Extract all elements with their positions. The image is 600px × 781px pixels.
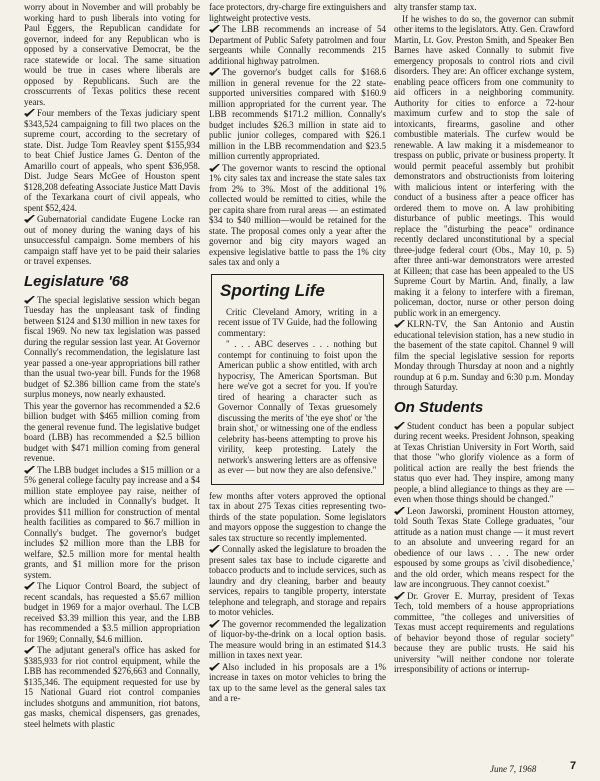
checkmark-bullet-icon (24, 109, 35, 117)
checkmark-bullet-icon (209, 545, 220, 553)
paragraph: The governor's budget calls for $168.6 million in general revenue for the 22 state-supported universities compared with $160.9 million appropriated for the current year. The LBB recommends $171.2 million. Connally's budget includes $26.3 million in state aid to public junior colleges, compared with $26.1 million in the LBB recommendation and $23.5 million currently appropriated. (209, 67, 386, 161)
paragraph: The LBB budget includes a $15 million or a 5% general college faculty pay increase and a $4 million state employee pay raise, neither of which are included in Connally's budget. It provides $11 million for construction of mental health facilities as compared to $6.7 million in Connally's budget. The governor's budget includes $2 million more than the LBB for welfare, $2.5 million more for mental health grants, and $1 million more for the prison system. (24, 464, 200, 580)
checkmark-bullet-icon (394, 592, 405, 600)
paragraph: The adjutant general's office has asked for $385,933 for riot control equipment, while the LBB has recommended $276,663 and Connally, $135,346. The equipment requested for use by 15 National Guard riot control companies includes shotguns and ammunition, riot batons, gas masks, chemical dispensers, gas grenades, steel helmets with plastic (24, 645, 200, 729)
box-title: Sporting Life (220, 280, 325, 300)
checkmark-bullet-icon (24, 646, 35, 654)
paragraph: This year the governor has recommended a $2.6 billion budget with $465 million coming from the general revenue fund. The legislative budget board (LBB) has recommended a $2.5 billion budget with $471 million coming from general revenue. (24, 400, 200, 463)
page-number: 7 (570, 760, 577, 772)
checkmark-bullet-icon (209, 25, 220, 33)
column-1 (24, 2, 200, 729)
sidebar-box-sporting-life (211, 274, 384, 485)
paragraph: The Liquor Control Board, the subject of recent scandals, has requested a $5.67 million budget in 1969 for a major overhaul. The LCB received $3.39 million this year, and the LBB has recommended a $3.5 million appropriation for 1969; Connally, $4.6 million. (24, 581, 200, 644)
paragraph: face protectors, dry-charge fire extinguishers and lightweight protective vests. (209, 2, 386, 23)
paragraph: alty transfer stamp tax. (394, 2, 477, 12)
checkmark-bullet-icon (24, 296, 35, 304)
paragraph: KLRN-TV, the San Antonio and Austin educational television station, has a new studio in the basement of the state capitol. Channel 9 will film the special legislative session for reports Monday through Thursday at noon and a nightly roundup at 6 p.m. Sunday and 6:30 p.m. Monday through Saturday. (394, 319, 574, 392)
checkmark-bullet-icon (24, 466, 35, 474)
paragraph: Connally asked the legislature to broaden the present sales tax base to include cigarette and tobacco products and to include services, such as laundry and dry cleaning, barber and beauty services, repairs to tangible property, interstate telephone and telegraph, and storage and repairs to motor vehicles. (209, 544, 386, 617)
paragraph: Leon Jaworski, prominent Houston attorney, told South Texas State College graduates, "our attitude as a nation must change — it must revert to an absolute and unveering regard for an obedience of our laws . . . The new order espoused by some groups as 'civil disobedience,' and the old order, which means respect for the law are incongruous. They cannot coexist." (394, 505, 574, 589)
checkmark-bullet-icon (209, 164, 220, 172)
checkmark-bullet-icon (394, 507, 405, 515)
paragraph: If he wishes to do so, the governor can submit other items to the legislators. Atty. Gen. Crawford Martin, Lt. Gov. Preston Smith, and Speaker Ben Barnes have asked Connally to submit five emergency proposals to control riots and civil disorders. They are: An officer exchange system, enabling peace officers from one community to aid officers in a neighboring community. Authority for cities to enforce a 72-hour maximum curfew and to stop the sale of intoxicants, firearms, gasoline and other combustible materials. The curfew would be renewable. A law making it a misdemeanor to trespass on public, private or business property. It would permit peaceful assembly but prohibit demonstrators and obstructionists from loitering with malicious intent or interfering with the conduct of a business after a peace officer has ordered them to move on. A law prohibiting disturbance of public meetings. This would replace the "disturbing the peace" ordinance recently declared unconstitutional by a special three-judge federal court (Obs., May 10, p. 5) after three anti-war demonstrators were arrested at Killeen; that case has been appealed to the US Supreme Court by Martin. And, finally, a law making it a felony to interfere with a fireman, policeman, doctor, nurse or other person doing public work in an emergency. (394, 13, 574, 318)
checkmark-bullet-icon (24, 582, 35, 590)
paragraph: Dr. Grover E. Murray, president of Texas Tech, told members of a house appropriations committee, "the colleges and universities of Texas must accept requirements and regulations of behavior beyond those of regular society" because they are public trusts. He said his university "will neither condone nor tolerate irresponsibility of actions or interrup- (394, 590, 574, 674)
checkmark-bullet-icon (209, 620, 220, 628)
column-3 (394, 2, 574, 675)
checkmark-bullet-icon (209, 68, 220, 76)
column-2 (209, 2, 386, 704)
checkmark-bullet-icon (394, 422, 405, 430)
paragraph: The governor wants to rescind the optional 1% city sales tax and increase the state sales tax from 2% to 3%. Most of the additional 1% collected would be remitted to cities, while the per capita share from rural areas — an estimated $34 to $40 million—would be retained for the state. The proposal comes only a year after the governor and big city mayors waged an expensive legislative battle to pass the 1% city sales tax and only a (209, 162, 386, 267)
paragraph: Also included in his proposals are a 1% increase in taxes on motor vehicles to bring the tax up to the same level as the general sales tax and a re- (209, 661, 386, 703)
paragraph: Gubernatorial candidate Eugene Locke ran out of money during the waning days of his unsuccessful campaign. Some members of his campaign staff have yet to be paid their salaries or travel expenses. (24, 214, 200, 266)
checkmark-bullet-icon (394, 320, 405, 328)
checkmark-bullet-icon (209, 663, 220, 671)
paragraph: worry about in November and will probably be working hard to push liberals into voting for Paul Eggers, the Republican candidate for governor, indeed for any Republican who is opposed by a conservative Democrat, be the race statewide or local. The same situation would be true in cases where liberals are opposed by Republicans. Such are the crosscurrents of Texas politics these recent years. (24, 2, 200, 107)
paragraph: The LBB recommends an increase of 54 Department of Public Safety patrolmen and four sergeants while Connally recommends 215 additional highway patrolmen. (209, 24, 386, 66)
paragraph: Four members of the Texas judiciary spent $343,524 campaigning to fill two places on the supreme court, according to the secretary of state. Dist. Judge Tom Reavley spent $155,934 to beat Chief Justice James G. Denton of the Amarillo court of appeals, who spent $36,958. Dist. Judge Sears McGee of Houston spent $128,208 defeating Associate Justice Matt Davis of the Texarkana court of civil appeals, who spent $52,424. (24, 108, 200, 213)
paragraph: Student conduct has been a popular subject during recent weeks. President Johnson, speaking at Texas Christian University in Fort Worth, said that those "who glorify violence as a form of political action are really the best friends the status quo ever had. They inspire, among many people, a blind allegiance to things as they are — even when those things should be changed." (394, 420, 574, 504)
box-paragraph: " . . . ABC deserves . . . nothing but contempt for continuing to foist upon the American public a show entitled, with arch hypocrisy, The American Sportsman. But here we've got a secret for you. If you're tired of hearing a character such as Governor Connally of Texas gruesomely discussing the merits of 'the eye shot' or 'the brain shot,' or witnessing one of the endless celebrity has-beens attempting to prove his virility, keep protesting. Lately the network's answering letters are as offensive as ever — but now they are also defensive." (218, 339, 377, 475)
issue-date: June 7, 1968 (490, 764, 537, 774)
paragraph: The special legislative session which began Tuesday has the unpleasant task of finding between $124 and $130 million in new taxes for fiscal 1969. No new tax legislation was passed during the regular session last year. At Governor Connally's recommendation, the legislature last year passed a one-year appropriations bill rather than the usual two-year bill. Funds for the 1968 budget of $2.386 billion came from the state's surplus moneys, now nearly exhausted. (24, 294, 200, 399)
section-heading: Legislature '68 (24, 272, 129, 290)
paragraph: few months after voters approved the optional tax in about 275 Texas cities representing two-thirds of the state population. Some legislators and mayors oppose the suggestion to change the sales tax structure so recently implemented. (209, 490, 386, 543)
paragraph: The governor recommended the legalization of liquor-by-the-drink on a local option basis. The measure would bring in an estimated $14.3 million in taxes next year. (209, 618, 386, 660)
box-paragraph: Critic Cleveland Amory, writing in a recent issue of TV Guide, had the following commentary: (218, 306, 377, 338)
section-heading: On Students (394, 398, 484, 416)
checkmark-bullet-icon (24, 215, 35, 223)
